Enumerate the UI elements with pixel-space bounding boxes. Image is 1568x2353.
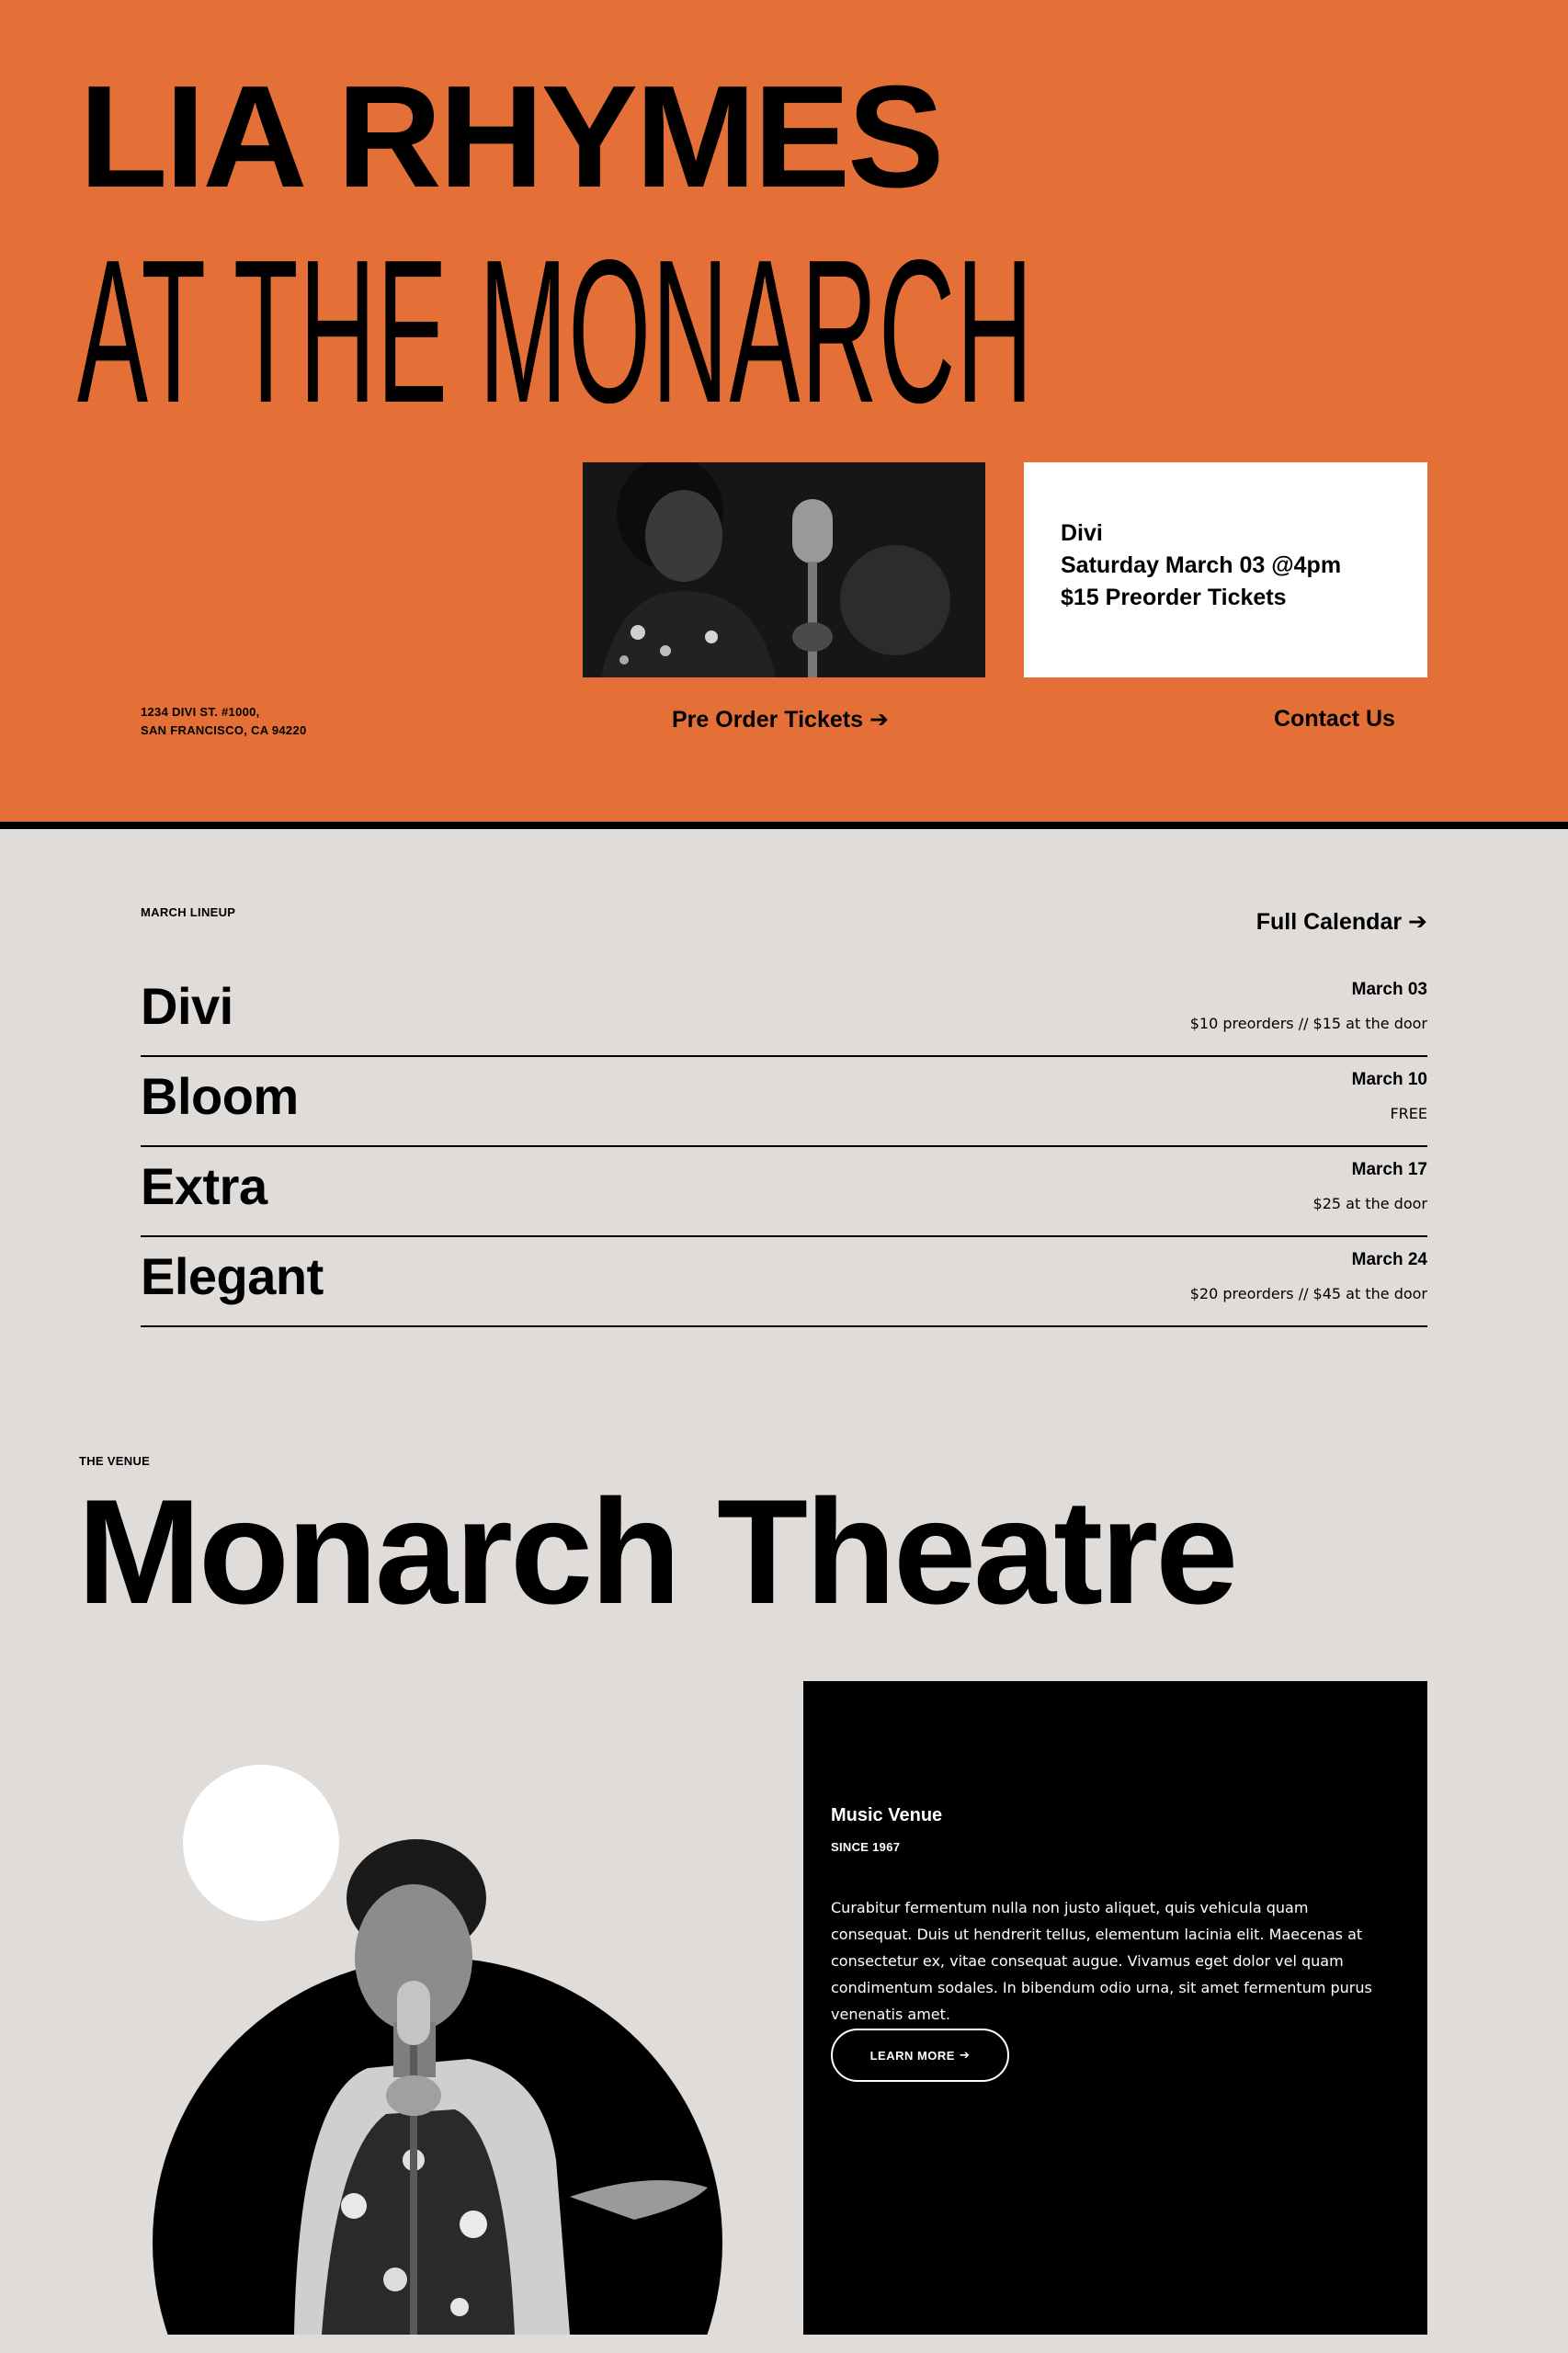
address-line1: 1234 DIVI ST. #1000, [141, 705, 260, 719]
section-divider [0, 822, 1568, 829]
learn-more-button[interactable] [831, 2029, 1009, 2082]
contact-us-link[interactable]: Contact Us [1274, 706, 1395, 732]
learn-more-label: LEARN MORE [869, 2048, 955, 2063]
venue-artwork [138, 1728, 781, 2335]
lineup-date: March 10 [1351, 1070, 1427, 1089]
venue-title: Monarch Theatre [77, 1469, 1236, 1635]
preorder-tickets-link[interactable] [672, 706, 889, 733]
arrow-right-icon: ➔ [959, 2048, 971, 2063]
lineup-artist: Elegant [141, 1247, 324, 1305]
lineup-price: $10 preorders // $15 at the door [1189, 1015, 1427, 1032]
lineup-row[interactable] [141, 1147, 1427, 1237]
lineup-row[interactable] [141, 1057, 1427, 1147]
singer-cutout-illustration [138, 1728, 781, 2335]
full-calendar-link[interactable] [1256, 908, 1427, 936]
lineup-price: FREE [1390, 1105, 1427, 1122]
event-name: Divi [1061, 520, 1103, 546]
venue-info-card [803, 1681, 1427, 2335]
hero-section [0, 0, 1568, 822]
lineup-list [141, 967, 1427, 1327]
venue-card-body: Curabitur fermentum nulla non justo aliquet, quis vehicula quam consequat. Duis ut hendrerit tellus, elementum lacinia elit. Maecenas at consectetur ex, vitae consequat augue. Vivamus eget dolor vel quam condimentum sodales. In bibendum odio urna, sit amet fermentum purus venenatis amet. [831, 1899, 1372, 2023]
preorder-tickets-label: Pre Order Tickets [672, 707, 863, 733]
lineup-label: MARCH LINEUP [141, 905, 236, 919]
lineup-date: March 03 [1351, 980, 1427, 999]
full-calendar-label: Full Calendar [1256, 909, 1403, 935]
lineup-row[interactable] [141, 967, 1427, 1057]
venue-label: THE VENUE [79, 1454, 151, 1468]
lineup-row[interactable] [141, 1237, 1427, 1327]
arrow-right-icon: ➔ [1408, 908, 1427, 935]
hero-title-line1: LIA RHYMES [79, 56, 942, 218]
arrow-right-icon: ➔ [869, 706, 889, 733]
event-price: $15 Preorder Tickets [1061, 585, 1287, 610]
lineup-price: $25 at the door [1312, 1195, 1427, 1212]
venue-card-since: SINCE 1967 [831, 1840, 901, 1854]
lineup-artist: Divi [141, 977, 233, 1035]
lineup-date: March 17 [1351, 1160, 1427, 1179]
hero-title-line2: AT THE MONARCH [77, 218, 1034, 446]
venue-address [141, 703, 307, 740]
singer-photo-illustration [583, 462, 985, 677]
event-datetime: Saturday March 03 @4pm [1061, 552, 1342, 578]
address-line2: SAN FRANCISCO, CA 94220 [141, 723, 307, 737]
event-info-box [1024, 462, 1427, 677]
lineup-artist: Extra [141, 1157, 267, 1215]
lineup-date: March 24 [1351, 1250, 1427, 1269]
lineup-artist: Bloom [141, 1067, 299, 1125]
venue-card-title: Music Venue [831, 1805, 943, 1825]
lineup-price: $20 preorders // $45 at the door [1189, 1285, 1427, 1302]
singer-photo [583, 462, 985, 677]
